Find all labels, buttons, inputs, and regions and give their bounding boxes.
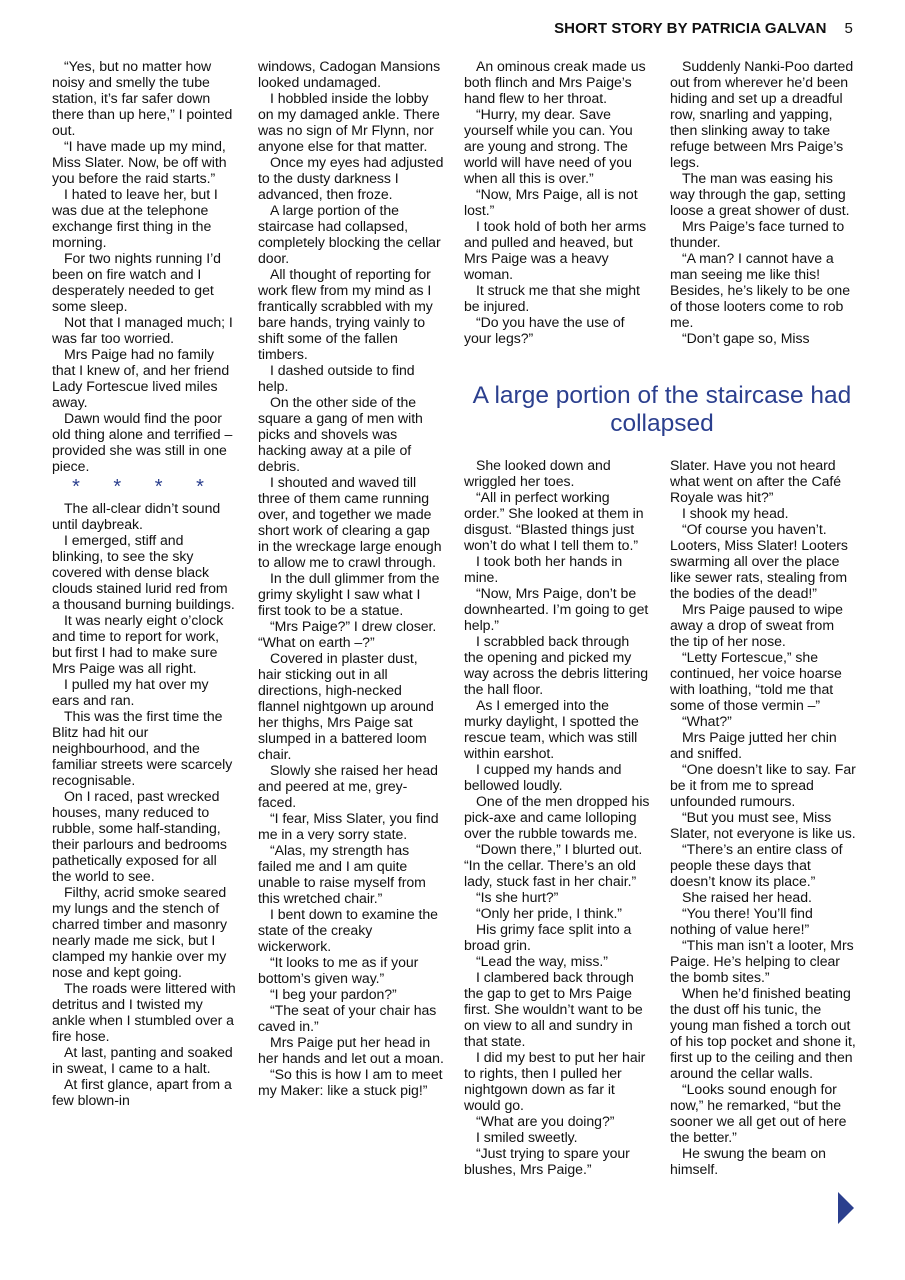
column-2 <box>258 58 444 1098</box>
paragraph: Filthy, acrid smoke seared my lungs and the stench of charred timber and masonry nearly made me sick, but I clamped my hankie over my nose and kept going. <box>52 884 227 980</box>
paragraph: She raised her head. <box>682 889 812 905</box>
paragraph: “It looks to me as if your bottom’s given way.” <box>258 954 419 986</box>
paragraph: When he’d finished beating the dust off his tunic, the young man fished a torch out of his top pocket and shone it, first up to the ceiling and then around the cellar walls. <box>670 985 856 1081</box>
column-3-bottom <box>464 457 650 1177</box>
paragraph: I pulled my hat over my ears and ran. <box>52 676 209 708</box>
paragraph: She looked down and wriggled her toes. <box>464 457 611 489</box>
paragraph: “Lead the way, miss.” <box>476 953 608 969</box>
paragraph: An ominous creak made us both flinch and Mrs Paige’s hand flew to her throat. <box>464 58 646 106</box>
paragraph: “This man isn’t a looter, Mrs Paige. He’s helping to clear the bomb sites.” <box>670 937 854 985</box>
paragraph: “One doesn’t like to say. Far be it from me to spread unfounded rumours. <box>670 761 856 809</box>
paragraph: “You there! You’ll find nothing of value here!” <box>670 905 813 937</box>
paragraph: Mrs Paige’s face turned to thunder. <box>670 218 845 250</box>
next-page-arrow-icon <box>838 1192 854 1224</box>
paragraph: “Just trying to spare your blushes, Mrs Paige.” <box>464 1145 630 1177</box>
paragraph: “Do you have the use of your legs?” <box>464 314 625 346</box>
paragraph: I dashed outside to find help. <box>258 362 415 394</box>
paragraph: Covered in plaster dust, hair sticking out in all directions, high-necked flannel nightgown up around her thighs, Mrs Paige sat slumped in a battered loom chair. <box>258 650 434 762</box>
paragraph: He swung the beam on himself. <box>670 1145 826 1177</box>
running-header <box>52 20 853 44</box>
paragraph: “Now, Mrs Paige, don’t be downhearted. I’m going to get help.” <box>464 585 649 633</box>
section-divider: * * * * <box>72 476 218 498</box>
paragraph: Mrs Paige put her head in her hands and let out a moan. <box>258 1034 444 1066</box>
paragraph: “Letty Fortescue,” she continued, her voice hoarse with loathing, “told me that some of those vermin –” <box>670 649 842 713</box>
paragraph: This was the first time the Blitz had hit our neighbourhood, and the familiar streets were scarcely recognisable. <box>52 708 233 788</box>
paragraph: A large portion of the staircase had collapsed, completely blocking the cellar door. <box>258 202 441 266</box>
paragraph: The man was easing his way through the gap, setting loose a great shower of dust. <box>670 170 850 218</box>
paragraph: All thought of reporting for work flew from my mind as I frantically scrabbled with my bare hands, trying vainly to shift some of the fallen timbers. <box>258 266 433 362</box>
paragraph: “All in perfect working order.” She looked at them in disgust. “Blasted things just won’t do what I tell them to.” <box>464 489 644 553</box>
paragraph: I took both her hands in mine. <box>464 553 623 585</box>
paragraph: Mrs Paige had no family that I knew of, and her friend Lady Fortescue lived miles away. <box>52 346 230 410</box>
column-1-top <box>52 58 238 474</box>
paragraph: I emerged, stiff and blinking, to see the sky covered with dense black clouds stained lurid red from a thousand burning buildings. <box>52 532 235 612</box>
paragraph: “Mrs Paige?” I drew closer. “What on earth –?” <box>258 618 437 650</box>
column-4-top <box>670 58 856 346</box>
paragraph: “The seat of your chair has caved in.” <box>258 1002 437 1034</box>
paragraph: I clambered back through the gap to get to Mrs Paige first. She wouldn’t want to be on view to all and sundry in that state. <box>464 969 643 1049</box>
paragraph: “Down there,” I blurted out. “In the cellar. There’s an old lady, stuck fast in her chair.” <box>464 841 643 889</box>
column-1 <box>52 58 238 1108</box>
paragraph: It struck me that she might be injured. <box>464 282 640 314</box>
paragraph: Mrs Paige paused to wipe away a drop of sweat from the tip of her nose. <box>670 601 843 649</box>
paragraph: I scrabbled back through the opening and picked my way across the debris littering the hall floor. <box>464 633 649 697</box>
paragraph: “I have made up my mind, Miss Slater. Now, be off with you before the raid starts.” <box>52 138 227 186</box>
paragraph: Once my eyes had adjusted to the dusty darkness I advanced, then froze. <box>258 154 444 202</box>
paragraph: I bent down to examine the state of the creaky wickerwork. <box>258 906 438 954</box>
paragraph: “I beg your pardon?” <box>270 986 397 1002</box>
paragraph: The roads were littered with detritus and I twisted my ankle when I stumbled over a fire hose. <box>52 980 236 1044</box>
paragraph: Mrs Paige jutted her chin and sniffed. <box>670 729 837 761</box>
paragraph: “But you must see, Miss Slater, not everyone is like us. <box>670 809 856 841</box>
paragraph: At first glance, apart from a few blown-in <box>52 1076 232 1108</box>
paragraph: “Only her pride, I think.” <box>476 905 622 921</box>
paragraph: For two nights running I’d been on fire watch and I desperately needed to get some sleep. <box>52 250 221 314</box>
paragraph: “There’s an entire class of people these days that doesn’t know its place.” <box>670 841 843 889</box>
paragraph: I shouted and waved till three of them came running over, and together we made short work of clearing a gap in the wreckage large enough to allow me to crawl through. <box>258 474 442 570</box>
paragraph: “I fear, Miss Slater, you find me in a very sorry state. <box>258 810 439 842</box>
paragraph: I hated to leave her, but I was due at the telephone exchange first thing in the morning. <box>52 186 218 250</box>
paragraph: His grimy face split into a broad grin. <box>464 921 632 953</box>
paragraph: “Hurry, my dear. Save yourself while you can. You are young and strong. The world will have need of you when all this is over.” <box>464 106 633 186</box>
paragraph: “Yes, but no matter how noisy and smelly the tube station, it’s far safer down there than up here,” I pointed out. <box>52 58 233 138</box>
paragraph: Dawn would find the poor old thing alone and terrified – provided she was still in one piece. <box>52 410 233 474</box>
paragraph: I shook my head. <box>682 505 789 521</box>
paragraph: “Now, Mrs Paige, all is not lost.” <box>464 186 638 218</box>
paragraph: I hobbled inside the lobby on my damaged ankle. There was no sign of Mr Flynn, nor anyone else for that matter. <box>258 90 440 154</box>
paragraph: The all-clear didn’t sound until daybreak. <box>52 500 221 532</box>
column-1-bottom <box>52 500 238 1108</box>
paragraph: “Looks sound enough for now,” he remarked, “but the sooner we all get out of here the better.” <box>670 1081 847 1145</box>
paragraph: “What are you doing?” <box>476 1113 615 1129</box>
column-4-bottom <box>670 457 856 1177</box>
paragraph: On the other side of the square a gang of men with picks and shovels was hacking away at a pile of debris. <box>258 394 423 474</box>
paragraph: “What?” <box>682 713 732 729</box>
paragraph: In the dull glimmer from the grimy skylight I saw what I first took to be a statue. <box>258 570 440 618</box>
page-number: 5 <box>844 20 853 37</box>
paragraph: Not that I managed much; I was far too worried. <box>52 314 233 346</box>
paragraph: Slowly she raised her head and peered at me, grey-faced. <box>258 762 438 810</box>
paragraph: I cupped my hands and bellowed loudly. <box>464 761 622 793</box>
paragraph: As I emerged into the murky daylight, I spotted the rescue team, which was still within earshot. <box>464 697 639 761</box>
paragraph: windows, Cadogan Mansions looked undamaged. <box>258 58 441 90</box>
paragraph: “Of course you haven’t. Looters, Miss Slater! Looters swarming all over the place like sewer rats, stealing from the bodies of the dead!” <box>670 521 848 601</box>
paragraph: It was nearly eight o’clock and time to report for work, but first I had to make sure Mrs Paige was all right. <box>52 612 224 676</box>
paragraph: Slater. Have you not heard what went on after the Café Royale was hit?” <box>670 457 842 505</box>
paragraph: At last, panting and soaked in sweat, I came to a halt. <box>52 1044 233 1076</box>
paragraph: “Don’t gape so, Miss <box>682 330 810 346</box>
paragraph: I smiled sweetly. <box>476 1129 578 1145</box>
paragraph: “Is she hurt?” <box>476 889 559 905</box>
paragraph: I did my best to put her hair to rights, then I pulled her nightgown down as far it would go. <box>464 1049 646 1113</box>
paragraph: One of the men dropped his pick-axe and came lolloping over the rubble towards me. <box>464 793 650 841</box>
header-title: SHORT STORY BY PATRICIA GALVAN <box>554 20 827 37</box>
paragraph: I took hold of both her arms and pulled and heaved, but Mrs Paige was a heavy woman. <box>464 218 647 282</box>
paragraph: “So this is how I am to meet my Maker: like a stuck pig!” <box>258 1066 443 1098</box>
paragraph: “A man? I cannot have a man seeing me like this! Besides, he’s likely to be one of those looters come to rob me. <box>670 250 851 330</box>
paragraph: Suddenly Nanki-Poo darted out from wherever he’d been hiding and set up a dreadful row, snarling and yapping, then slinking away to take refuge between Mrs Paige’s legs. <box>670 58 854 170</box>
paragraph: On I raced, past wrecked houses, many reduced to rubble, some half-standing, their parlours and bedrooms pathetically exposed for all the world to see. <box>52 788 227 884</box>
column-3-top <box>464 58 650 346</box>
paragraph: “Alas, my strength has failed me and I am quite unable to raise myself from this wretched chair.” <box>258 842 426 906</box>
pull-quote: A large portion of the staircase had collapsed <box>472 382 852 437</box>
